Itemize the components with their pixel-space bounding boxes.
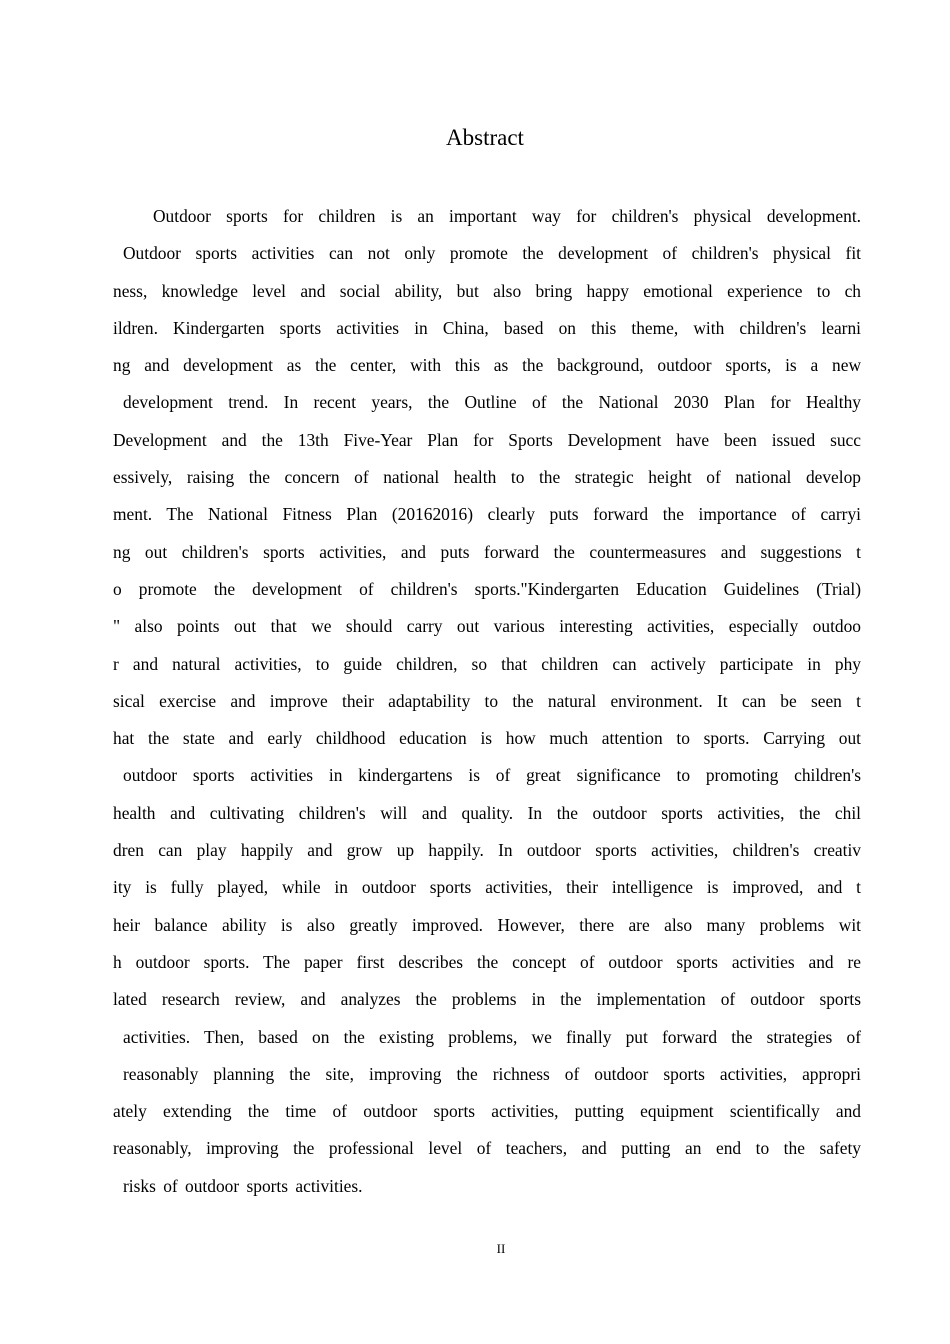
abstract-line: dren can play happily and grow up happily. In outdoor sports activities, children's creativ	[113, 840, 861, 861]
abstract-line: outdoor sports activities in kindergartens is of great significance to promoting children's	[123, 765, 861, 786]
abstract-line: ness, knowledge level and social ability, but also bring happy emotional experience to ch	[113, 280, 861, 301]
abstract-line: sical exercise and improve their adaptability to the natural environment. It can be seen t	[113, 690, 861, 711]
abstract-line: ng and development as the center, with this as the background, outdoor sports, is a new	[113, 355, 861, 376]
abstract-title: Abstract	[446, 125, 524, 150]
abstract-line: activities. Then, based on the existing problems, we finally put forward the strategies of	[123, 1026, 861, 1047]
page-number: II	[496, 1241, 506, 1256]
abstract-line: ng out children's sports activities, and puts forward the countermeasures and suggestions t	[113, 541, 861, 562]
abstract-line: development trend. In recent years, the Outline of the National 2030 Plan for Healthy	[123, 392, 861, 413]
abstract-line: o promote the development of children's sports."Kindergarten Education Guidelines (Trial)	[113, 578, 861, 599]
abstract-line: essively, raising the concern of national health to the strategic height of national develop	[113, 467, 861, 488]
abstract-line: Outdoor sports for children is an important way for children's physical development.	[153, 206, 861, 226]
abstract-line: reasonably planning the site, improving the richness of outdoor sports activities, appropri	[123, 1063, 861, 1084]
abstract-line: " also points out that we should carry out various interesting activities, especially outdoo	[113, 616, 861, 637]
abstract-body	[113, 198, 861, 1205]
abstract-line: ity is fully played, while in outdoor sports activities, their intelligence is improved, and t	[113, 877, 861, 898]
abstract-line: risks of outdoor sports activities.	[123, 1175, 363, 1196]
abstract-line: Outdoor sports activities can not only promote the development of children's physical fit	[123, 243, 861, 264]
abstract-line: hat the state and early childhood education is how much attention to sports. Carrying out	[113, 728, 861, 749]
abstract-line: lated research review, and analyzes the problems in the implementation of outdoor sports	[113, 989, 861, 1010]
abstract-line: heir balance ability is also greatly improved. However, there are also many problems wit	[113, 914, 861, 935]
abstract-line: ildren. Kindergarten sports activities in China, based on this theme, with children's learni	[113, 317, 861, 338]
abstract-line: ately extending the time of outdoor sports activities, putting equipment scientifically and	[113, 1101, 861, 1122]
abstract-line: h outdoor sports. The paper first describes the concept of outdoor sports activities and re	[113, 951, 861, 972]
abstract-line: health and cultivating children's will and quality. In the outdoor sports activities, the chil	[113, 802, 861, 823]
abstract-line: reasonably, improving the professional level of teachers, and putting an end to the safety	[113, 1138, 861, 1159]
abstract-line: Development and the 13th Five-Year Plan for Sports Development have been issued succ	[113, 429, 861, 450]
abstract-line: r and natural activities, to guide children, so that children can actively participate in phy	[113, 653, 861, 674]
abstract-line: ment. The National Fitness Plan (20162016) clearly puts forward the importance of carryi	[113, 504, 861, 525]
